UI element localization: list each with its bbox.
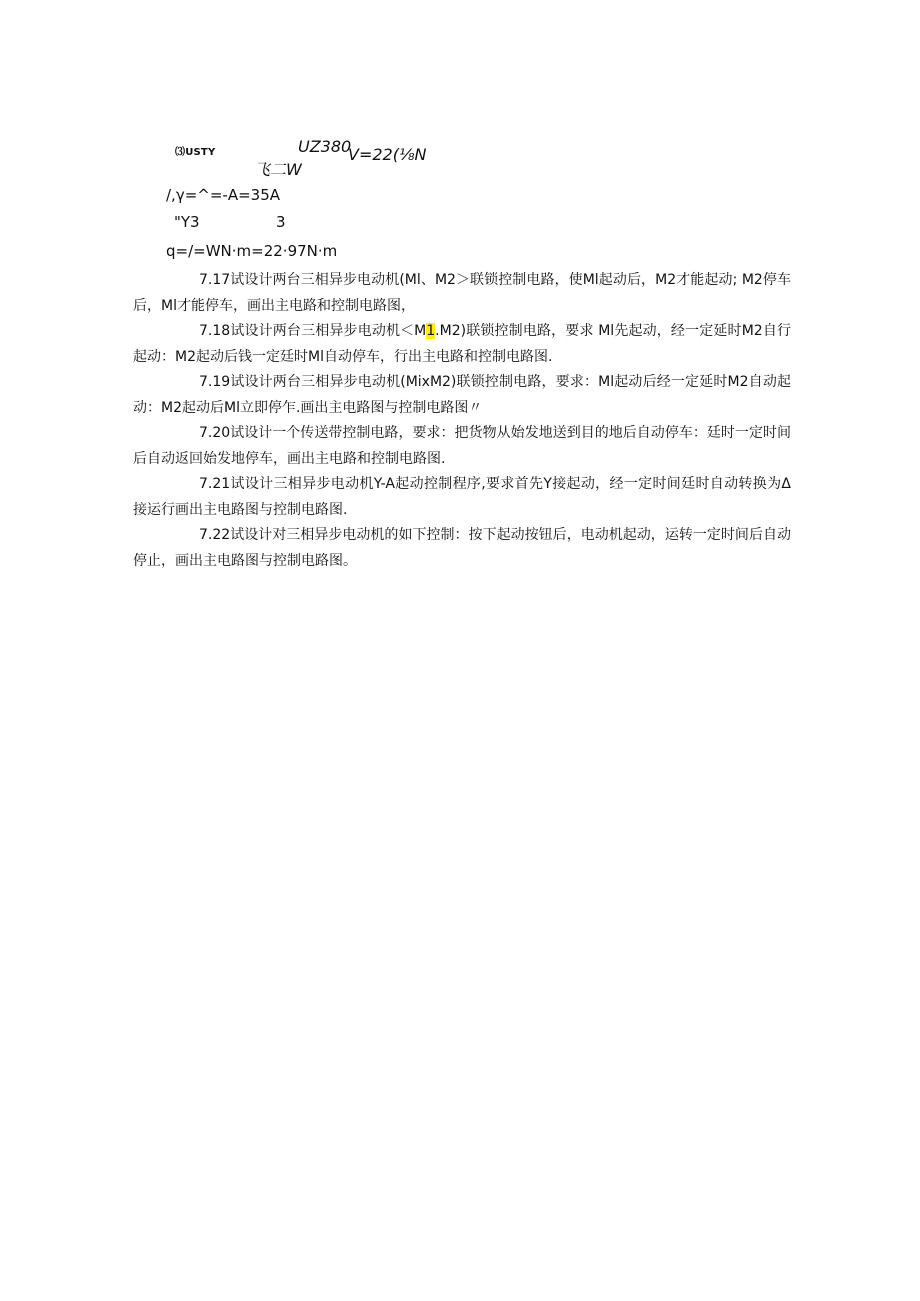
calc-formula-w: 飞二W — [254, 160, 302, 179]
problem-number: 7.22 — [199, 527, 231, 543]
calc-formula-v: V=22(⅛N — [348, 145, 427, 164]
calc-label-a: ⑶USTY — [175, 147, 216, 158]
problem-text-after: .M2)联锁控制电路，要求 Ml先起动，经一定延时M2自行起动：M2起动后钱一定廷时Ml自动停车，行出主电路和控制电路图. — [133, 323, 791, 365]
problem-text: 试设计对三相异步电动机的如下控制：按下起动按钮后，电动机起动，运转一定时间后自动停止，画出主电路图与控制电路图。 — [133, 527, 791, 569]
problem-text: 试设计两台三相异步电动机(Ml、M2＞联锁控制电路，使Ml起动后，M2才能起动; M2停车后，Ml才能停车，画出主电路和控制电路图， — [133, 272, 791, 314]
problem-7-19 — [133, 370, 791, 421]
problem-text: 试设计两台三相异步电动机(MixM2)联锁控制电路，要求：Ml起动后经一定延时M2自动起动：M2起动后Ml立即停乍.画出主电路图与控制电路图〃 — [133, 374, 791, 416]
problem-7-18 — [133, 319, 791, 370]
calc-formula-q: q=/=WN·m=22·97N·m — [166, 242, 338, 260]
problem-text: 试设计三相异步电动机Y-A起动控制程序,要求首先Y接起动，经一定时间廷时自动转换为Δ接运行画出主电路图与控制电路图. — [133, 476, 791, 518]
problem-number: 7.19 — [199, 374, 231, 390]
calc-formula-i: /,γ=^=-A=35A — [166, 186, 280, 204]
problem-7-22 — [133, 523, 791, 574]
problem-text: 试设计一个传送带控制电路，要求：把货物从始发地送到目的地后自动停车：廷时一定时间后自动返回始发地停车，画出主电路和控制电路图. — [133, 425, 791, 467]
calc-formula-3: 3 — [276, 213, 286, 231]
problem-7-17 — [133, 268, 791, 319]
problem-7-21 — [133, 472, 791, 523]
calc-formula-y3: "Y3 — [174, 213, 200, 231]
problem-number: 7.18 — [199, 323, 231, 339]
problem-number: 7.20 — [199, 425, 231, 441]
calc-formula-u: UZ380 — [298, 137, 352, 156]
highlighted-text: 1 — [426, 323, 436, 339]
problem-text-before: 试设计两台三相异步电动机＜M — [230, 323, 427, 339]
problem-number: 7.17 — [199, 272, 231, 288]
problem-list — [133, 268, 791, 574]
problem-7-20 — [133, 421, 791, 472]
problem-number: 7.21 — [199, 476, 231, 492]
